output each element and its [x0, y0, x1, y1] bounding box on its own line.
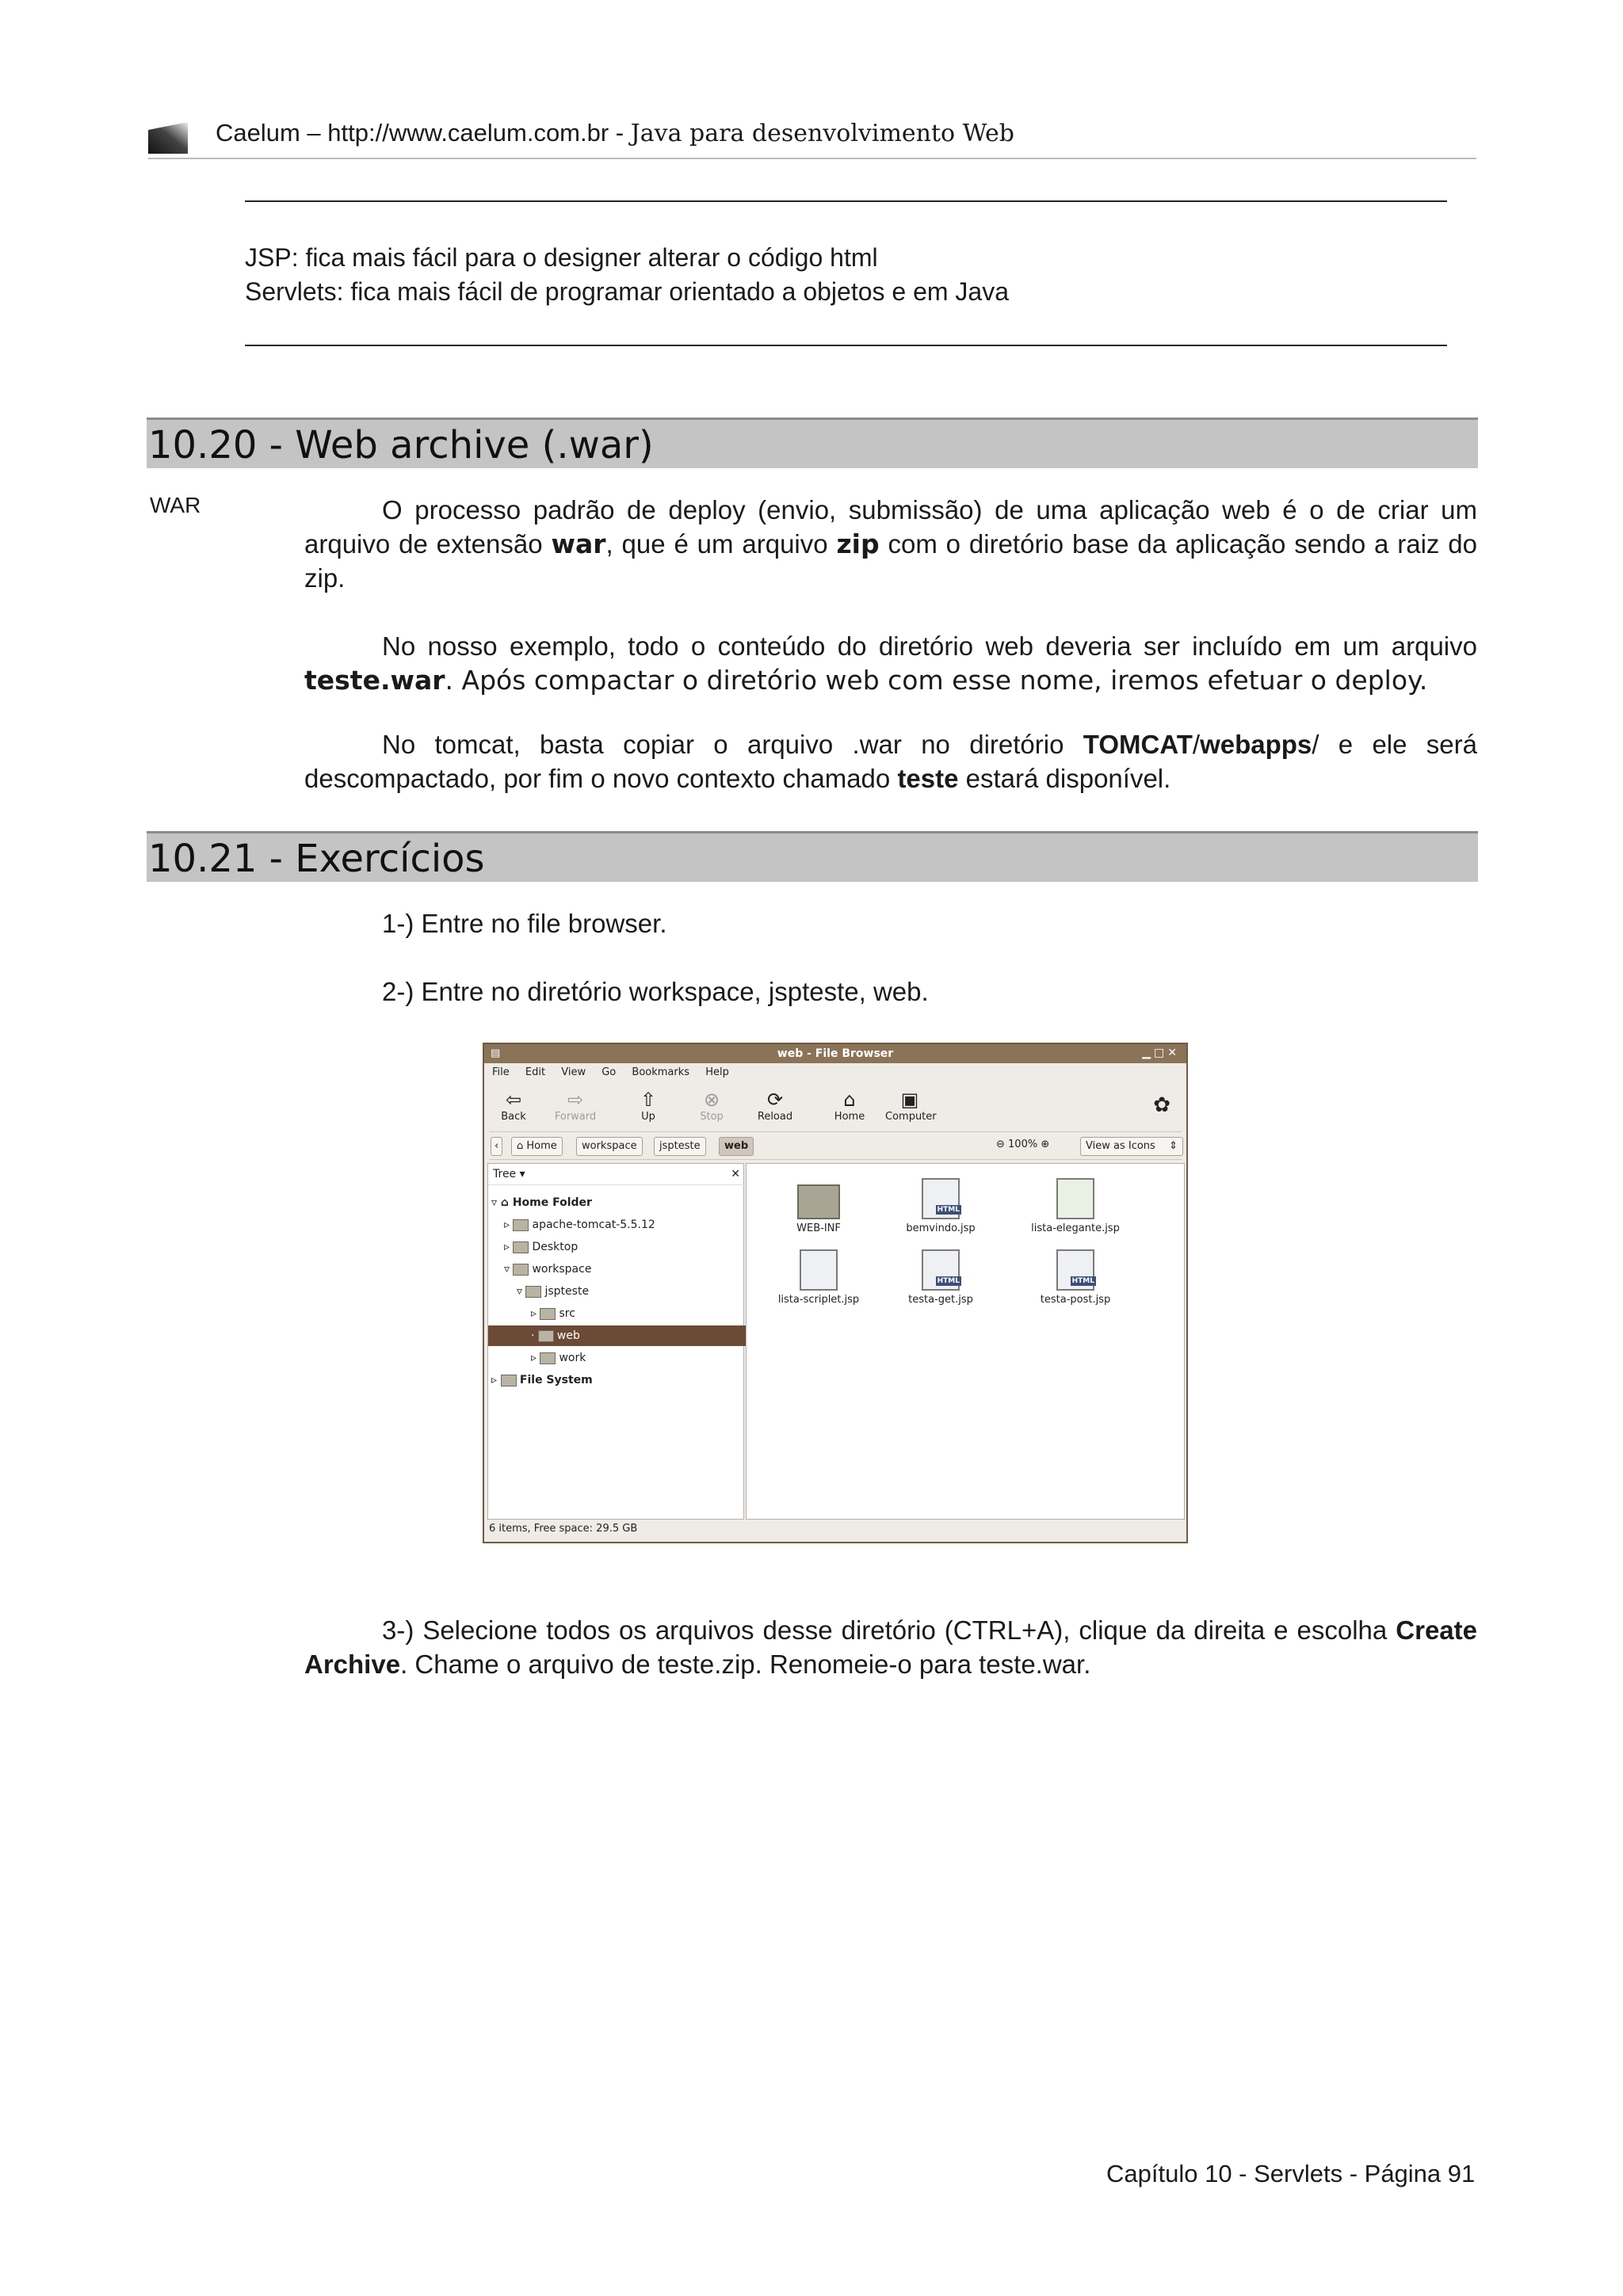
home-icon: ⌂ [843, 1089, 856, 1111]
exercise-step-2: 2-) Entre no diretório workspace, jspteste, web. [382, 977, 929, 1006]
header-rule [148, 158, 1476, 159]
folder-icon [538, 1330, 554, 1342]
folder-icon [525, 1286, 541, 1298]
header-book-title: Java para desenvolvimento Web [630, 120, 1014, 147]
file-lista-scriplet[interactable]: lista-scriplet.jsp [759, 1249, 878, 1306]
folder-icon [540, 1308, 556, 1320]
up-arrow-icon: ⇧ [640, 1089, 657, 1111]
section-title-war: 10.20 - Web archive (.war) [148, 423, 654, 467]
note-top-rule [245, 200, 1447, 202]
crumb-home[interactable]: ⌂ Home [511, 1137, 563, 1156]
crumb-web[interactable]: web [719, 1137, 754, 1156]
computer-icon: ▣ [900, 1089, 919, 1111]
sidebar-tree [487, 1163, 744, 1520]
html-file-icon: HTML [922, 1249, 960, 1291]
tree-workspace[interactable]: ▿ workspace [504, 1263, 592, 1276]
header-site: Caelum – http://www.caelum.com.br - [216, 119, 631, 147]
zoom-control[interactable]: ⊖ 100% ⊕ [996, 1138, 1050, 1150]
tree-home-folder[interactable]: ▿ ⌂ Home Folder [491, 1196, 592, 1209]
section-title-exercicios: 10.21 - Exercícios [148, 837, 485, 881]
home-folder-icon: ⌂ [500, 1196, 509, 1209]
tree-web-selected[interactable]: · web [488, 1325, 786, 1346]
back-button[interactable]: ⇦ Back [489, 1089, 538, 1123]
reload-button[interactable]: ⟳ Reload [750, 1089, 800, 1123]
file-testa-get[interactable]: HTML testa-get.jsp [881, 1249, 1000, 1306]
zoom-out-icon: ⊖ [996, 1138, 1009, 1150]
computer-button[interactable]: ▣ Computer [885, 1089, 937, 1123]
note-line-servlets: Servlets: fica mais fácil de programar orientado a objetos e em Java [245, 277, 1010, 306]
icon-view [746, 1163, 1185, 1520]
menu-edit[interactable]: Edit [525, 1066, 546, 1078]
menu-view[interactable]: View [561, 1066, 586, 1078]
menu-file[interactable]: File [492, 1066, 510, 1078]
tree-apache-tomcat[interactable]: ▹ apache-tomcat-5.5.12 [504, 1219, 655, 1231]
folder-icon [797, 1184, 840, 1219]
gnome-foot-icon: ✿ [1153, 1093, 1170, 1117]
caelum-logo-icon [148, 122, 188, 154]
margin-note-war: WAR [150, 493, 201, 517]
tree-src[interactable]: ▹ src [531, 1307, 575, 1320]
home-button[interactable]: ⌂ Home [825, 1089, 874, 1123]
tree-jspteste[interactable]: ▿ jspteste [517, 1285, 590, 1298]
folder-icon [513, 1264, 529, 1276]
menu-help[interactable]: Help [705, 1066, 729, 1078]
menubar [492, 1066, 742, 1084]
statusbar: 6 items, Free space: 29.5 GB [489, 1523, 638, 1535]
jsp-file-icon [800, 1249, 838, 1291]
note-bottom-rule [245, 345, 1447, 346]
crumb-workspace[interactable]: workspace [576, 1137, 643, 1156]
drive-icon [501, 1375, 517, 1386]
tree-work[interactable]: ▹ work [531, 1352, 586, 1364]
close-icon[interactable]: ✕ [731, 1168, 740, 1180]
file-bemvindo[interactable]: HTML bemvindo.jsp [881, 1178, 1000, 1234]
forward-button[interactable]: ⇨ Forward [551, 1089, 600, 1123]
html-file-icon: HTML [922, 1178, 960, 1219]
window-menu-icon: ▤ [491, 1047, 501, 1059]
folder-icon [513, 1241, 529, 1253]
back-arrow-icon: ⇦ [505, 1089, 522, 1111]
menu-go[interactable]: Go [601, 1066, 617, 1078]
reload-icon: ⟳ [766, 1089, 784, 1111]
paragraph-war-tomcat: No tomcat, basta copiar o arquivo .war no diretório TOMCAT/webapps/ e ele será descompactado, por fim o novo contexto chamado teste estará disponível. [304, 730, 1477, 793]
file-browser-screenshot [483, 1043, 1188, 1543]
view-mode-select[interactable]: View as Icons ⇕ [1080, 1137, 1183, 1156]
side-pane-selector[interactable]: Tree ▾ ✕ [488, 1164, 748, 1185]
file-web-inf[interactable]: WEB-INF [759, 1178, 878, 1234]
note-line-jsp: JSP: fica mais fácil para o designer alterar o código html [245, 243, 878, 272]
up-button[interactable]: ⇧ Up [624, 1089, 673, 1123]
running-header [216, 119, 1014, 147]
crumb-scroll-left-button[interactable]: ‹ [491, 1137, 502, 1156]
stop-icon: ⊗ [703, 1089, 720, 1111]
exercise-step-1: 1-) Entre no file browser. [382, 909, 667, 938]
html-file-icon: HTML [1056, 1249, 1094, 1291]
forward-arrow-icon: ⇨ [567, 1089, 584, 1111]
tree-file-system[interactable]: ▹ File System [491, 1374, 593, 1386]
exercise-step-3: 3-) Selecione todos os arquivos desse diretório (CTRL+A), clique da direita e escolha Create Archive. Chame o arquivo de teste.zip. Renomeie-o para teste.war. [304, 1615, 1477, 1679]
crumb-jspteste[interactable]: jspteste [654, 1137, 706, 1156]
script-file-icon [1056, 1178, 1094, 1219]
paragraph-war-intro: O processo padrão de deploy (envio, submissão) de uma aplicação web é o de criar um arquivo de extensão war, que é um arquivo zip com o diretório base da aplicação sendo a raiz do zip. [304, 495, 1477, 593]
folder-icon [540, 1352, 556, 1364]
home-small-icon: ⌂ [517, 1140, 527, 1152]
window-controls-icon: ▁□✕ [1142, 1047, 1180, 1059]
zoom-in-icon: ⊕ [1037, 1138, 1050, 1150]
spinner-arrows-icon: ⇕ [1169, 1140, 1178, 1152]
location-bar [489, 1131, 1182, 1160]
file-lista-elegante[interactable]: lista-elegante.jsp [1016, 1178, 1135, 1234]
page-footer: Capítulo 10 - Servlets - Página 91 [1106, 2160, 1476, 2187]
file-browser-titlebar: web - File Browser [484, 1044, 1186, 1063]
paragraph-war-example: No nosso exemplo, todo o conteúdo do diretório web deveria ser incluído em um arquivo teste.war. Após compactar o diretório web com esse nome, iremos efetuar o deploy. [304, 631, 1477, 696]
menu-bookmarks[interactable]: Bookmarks [632, 1066, 690, 1078]
toolbar [489, 1089, 1178, 1127]
folder-icon [513, 1219, 529, 1231]
stop-button[interactable]: ⊗ Stop [687, 1089, 736, 1123]
tree-desktop[interactable]: ▹ Desktop [504, 1241, 579, 1253]
file-testa-post[interactable]: HTML testa-post.jsp [1016, 1249, 1135, 1306]
